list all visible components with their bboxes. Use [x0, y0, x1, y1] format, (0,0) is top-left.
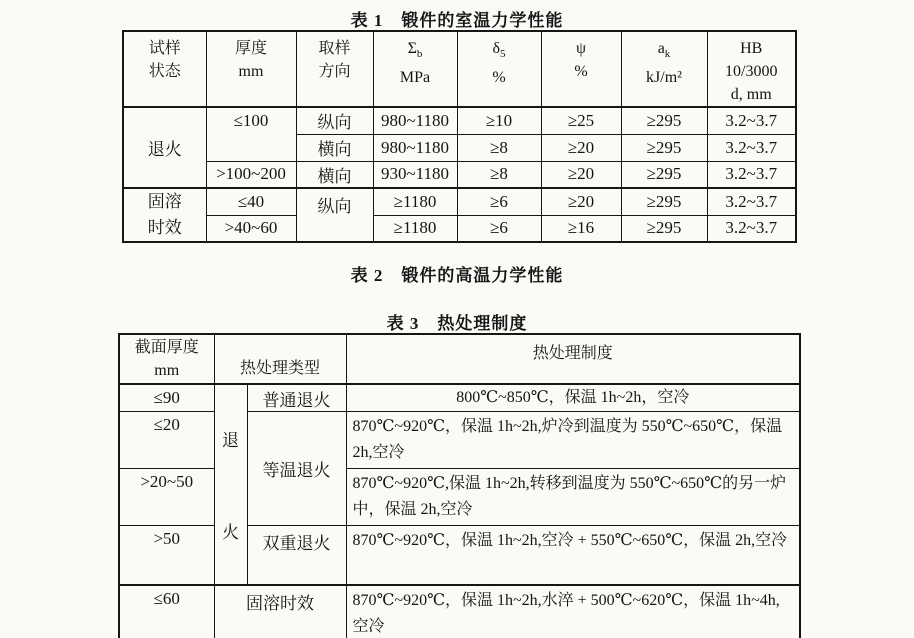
- t1-header-hardness: [707, 31, 796, 107]
- t3-h-thick-l2: mm: [154, 362, 180, 379]
- t1-h-hb-l1: HB: [740, 40, 763, 57]
- t1-h-ak: [622, 37, 707, 66]
- t1-cell-sigma: ≥1180: [373, 188, 457, 215]
- t1-cell-sigma: 930~1180: [373, 161, 457, 188]
- t1-cell-delta: ≥8: [457, 161, 541, 188]
- t1-cell-ak: ≥295: [621, 107, 707, 134]
- t3-anneal-vertical-label: [215, 393, 247, 576]
- t3-cell-thick-le90: ≤90: [119, 384, 214, 412]
- t1-header-tensile-strength: [373, 31, 457, 107]
- t1-row-annealed-le100-longitudinal: [123, 107, 796, 134]
- t1-h-delta: [458, 37, 541, 66]
- t1-header-sample-state: [123, 31, 206, 107]
- t3-cell-thick-le20: ≤20: [119, 412, 214, 469]
- t1-cell-state-solution-aged: [123, 188, 206, 242]
- table3-caption-text: 热处理制度: [437, 314, 528, 333]
- t1-cell-delta: ≥6: [457, 215, 541, 242]
- t1-h-thick-l1: 厚度: [234, 40, 267, 57]
- t3-cell-thick-gt50: >50: [119, 526, 214, 585]
- t1-h-dir-l1: 取样: [318, 40, 351, 57]
- t3-cell-regime: 870℃~920℃，保温 1h~2h,水淬 + 500℃~620℃，保温 1h~4h, 空冷: [346, 585, 800, 638]
- table2-caption: [0, 261, 914, 286]
- t1-cell-dir: 纵向: [296, 107, 373, 134]
- t3-cell-anneal-group: [214, 384, 247, 585]
- t3-anneal-char2: 火: [222, 522, 239, 542]
- table3-caption-label: 表 3: [386, 314, 420, 333]
- t1-cell-dir: 横向: [296, 134, 373, 161]
- t3-cell-thick-gt20-50: >20~50: [119, 469, 214, 526]
- t3-header-section-thickness: [119, 334, 214, 384]
- t1-h-sigma-sub: b: [416, 48, 423, 61]
- t3-cell-type-solution-aging: 固溶时效: [214, 585, 346, 638]
- t1-cell-hb: 3.2~3.7: [707, 107, 796, 134]
- t1-h-psi-sym: ψ: [575, 40, 586, 57]
- table3-caption: [0, 309, 914, 334]
- t1-h-sample-l1: 试样: [148, 40, 181, 57]
- t3-cell-regime: 870℃~920℃，保温 1h~2h,炉冷到温度为 550℃~650℃，保温 2h,空冷: [346, 412, 800, 469]
- t1-solution-l1: 固溶: [147, 192, 182, 211]
- t3-anneal-char1: 退: [222, 431, 239, 450]
- t1-h-psi-unit: %: [574, 63, 588, 80]
- t3-cell-thick-le60: ≤60: [119, 585, 214, 638]
- t1-cell-thick-le40: ≤40: [206, 188, 296, 215]
- t1-cell-psi: ≥20: [541, 161, 621, 188]
- t1-h-thick-l2: mm: [238, 63, 264, 80]
- t1-cell-ak: ≥295: [621, 188, 707, 215]
- t1-h-delta-sub: 5: [500, 48, 506, 61]
- t1-header-row: [123, 31, 796, 107]
- t1-h-delta-sym: δ: [492, 40, 501, 57]
- t1-header-reduction-of-area: [541, 31, 621, 107]
- t3-h-thick-l1: 截面厚度: [134, 339, 199, 356]
- t1-cell-dir: 纵向: [296, 188, 373, 242]
- t1-cell-thick-gt100: >100~200: [206, 161, 296, 188]
- t3-cell-regime: 870℃~920℃,保温 1h~2h,转移到温度为 550℃~650℃的另一炉中，保温 2h,空冷: [346, 469, 800, 526]
- t1-cell-ak: ≥295: [621, 215, 707, 242]
- t1-header-impact-toughness: [621, 31, 707, 107]
- table1-room-temp-properties: [122, 30, 797, 243]
- t1-cell-delta: ≥6: [457, 188, 541, 215]
- t1-row-annealed-gt100-transverse: [123, 161, 796, 188]
- t3-header-treatment-regime: 热处理制度: [346, 334, 800, 384]
- t1-cell-hb: 3.2~3.7: [707, 134, 796, 161]
- t1-header-sampling-direction: [296, 31, 373, 107]
- t1-cell-hb: 3.2~3.7: [707, 215, 796, 242]
- table2-caption-text: 锻件的高温力学性能: [401, 266, 564, 285]
- t1-cell-state-annealed: 退火: [123, 107, 206, 188]
- t1-header-thickness: [206, 31, 296, 107]
- table2-caption-label: 表 2: [350, 266, 384, 285]
- t1-h-ak-sub: k: [664, 48, 671, 61]
- t1-h-sample-l2: 状态: [148, 63, 181, 80]
- t3-row-ordinary-anneal: [119, 384, 800, 412]
- t1-h-sigma-sym: Σ: [407, 40, 417, 57]
- t3-cell-regime: 870℃~920℃，保温 1h~2h,空冷 + 550℃~650℃，保温 2h,空冷: [346, 526, 800, 585]
- t1-row-solution-le40: [123, 188, 796, 215]
- t1-cell-thick-gt40-60: >40~60: [206, 215, 296, 242]
- t1-cell-sigma: 980~1180: [373, 134, 457, 161]
- t1-cell-dir: 横向: [296, 161, 373, 188]
- table3-heat-treatment: [118, 333, 801, 638]
- t1-cell-sigma: 980~1180: [373, 107, 457, 134]
- t1-header-elongation: [457, 31, 541, 107]
- t1-cell-ak: ≥295: [621, 161, 707, 188]
- t1-h-ak-sym: a: [657, 40, 665, 57]
- t1-h-hb-l3: d, mm: [730, 86, 772, 103]
- t1-cell-psi: ≥20: [541, 134, 621, 161]
- t1-cell-psi: ≥16: [541, 215, 621, 242]
- t1-h-sigma: [374, 37, 457, 66]
- t1-cell-thick-le100: ≤100: [206, 107, 296, 161]
- t3-cell-type-ordinary-anneal: 普通退火: [247, 384, 346, 412]
- t3-cell-type-double-anneal: 双重退火: [247, 526, 346, 585]
- t3-cell-regime: 800℃~850℃，保温 1h~2h，空冷: [346, 384, 800, 412]
- t1-cell-ak: ≥295: [621, 134, 707, 161]
- t1-cell-psi: ≥20: [541, 188, 621, 215]
- t1-h-delta-unit: %: [492, 69, 506, 87]
- t1-h-sigma-unit: MPa: [399, 69, 431, 87]
- table1-caption-label: 表 1: [350, 11, 384, 30]
- t3-cell-type-isothermal-anneal: 等温退火: [247, 412, 346, 526]
- t1-cell-hb: 3.2~3.7: [707, 161, 796, 188]
- t1-cell-hb: 3.2~3.7: [707, 188, 796, 215]
- t1-cell-delta: ≥10: [457, 107, 541, 134]
- t1-row-solution-gt40-60: [123, 215, 796, 242]
- t1-cell-psi: ≥25: [541, 107, 621, 134]
- t3-header-treatment-type: 热处理类型: [214, 334, 346, 384]
- t1-solution-l2: 时效: [147, 218, 182, 237]
- t1-h-hb-l2: 10/3000: [725, 63, 778, 80]
- t1-h-ak-unit: kJ/m²: [646, 69, 682, 87]
- t1-cell-sigma: ≥1180: [373, 215, 457, 242]
- table1-caption-text: 锻件的室温力学性能: [401, 11, 564, 30]
- t3-header-row: [119, 334, 800, 384]
- t3-row-solution-aging: [119, 585, 800, 638]
- table1-caption: [0, 6, 914, 31]
- t1-h-dir-l2: 方向: [318, 63, 351, 80]
- t1-cell-delta: ≥8: [457, 134, 541, 161]
